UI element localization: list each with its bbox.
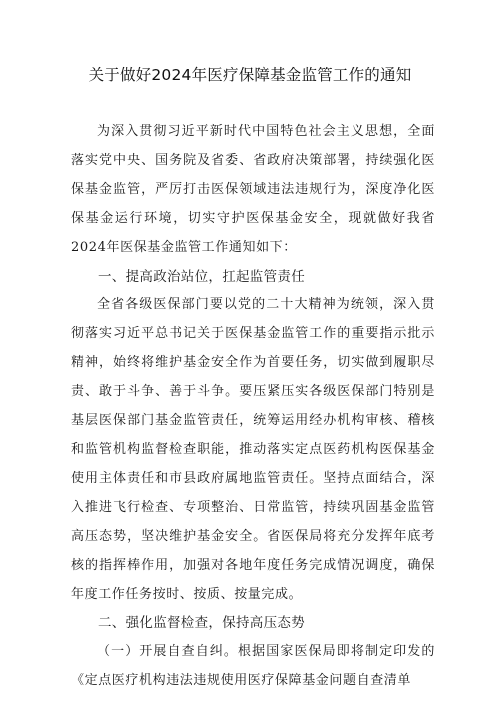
section-1-paragraph: 全省各级医保部门要以党的二十大精神为统领，深入贯彻落实习近平总书记关于医保基金监管工作的重要指示批示精神，始终将维护基金安全作为首要任务，切实做到履职尽责、敢于斗争、善于斗争。要压紧压实各级医保部门特别是基层医保部门基金监管责任，统筹运用经办机构审核、稽核和监管机构监督检查职能，推动落实定点医药机构医保基金使用主体责任和市县政府属地监管责任。坚持点面结合，深入推进飞行检查、专项整治、日常监管，持续巩固基金监管高压态势，坚决维护基金安全。省医保局将充分发挥年底考核的指挥棒作用，加强对各地年度任务完成情况调度，确保年度工作任务按时、按质、按量完成。 <box>71 297 435 602</box>
intro-paragraph: 为深入贯彻习近平新时代中国特色社会主义思想，全面落实党中央、国务院及省委、省政府决策部署，持续强化医保基金监管，严厉打击医保领域违法违规行为，深度净化医保基金运行环境，切实守护医保基金安全，现就做好我省2024年医保基金监管工作通知如下： <box>71 124 435 255</box>
section-1-heading: 一、提高政治站位，扛起监管责任 <box>98 268 305 285</box>
section-2-heading: 二、强化监督检查，保持高压态势 <box>98 615 305 632</box>
document-body <box>71 118 435 696</box>
document-title: 关于做好2024年医疗保障基金监管工作的通知 <box>88 66 412 84</box>
section-2-paragraph: （一）开展自查自纠。根据国家医保局即将制定印发的《定点医疗机构违法违规使用医疗保障基金问题自查清单 <box>71 644 435 689</box>
